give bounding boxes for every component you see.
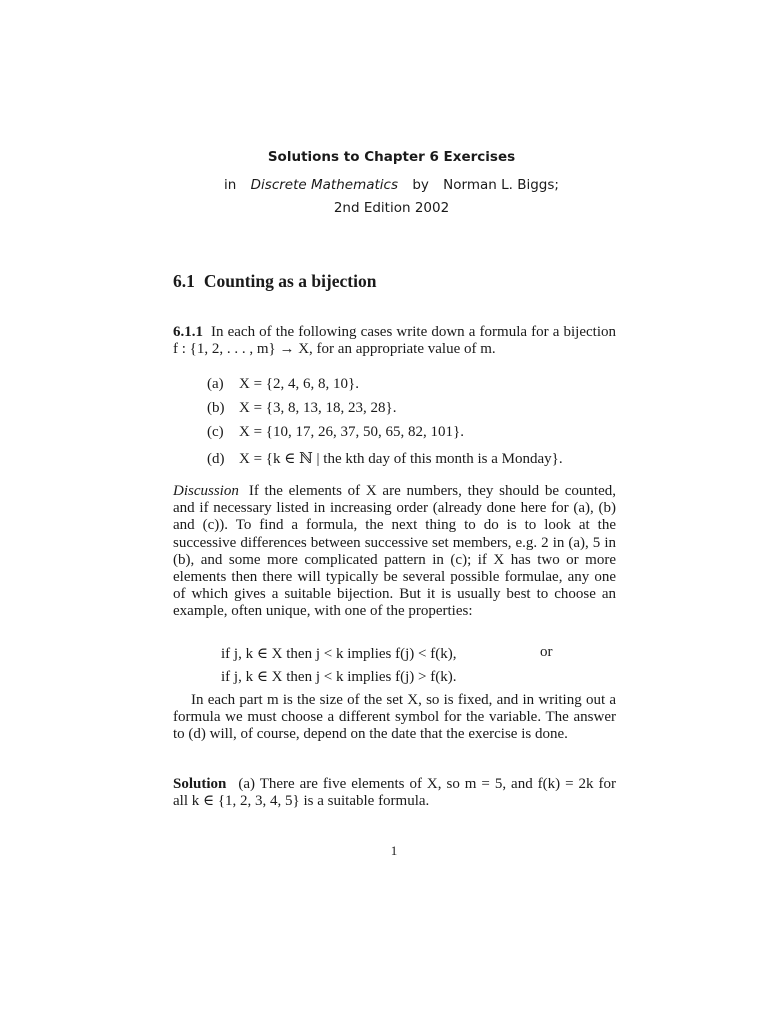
byline-by: by [412, 177, 429, 193]
section-title: Counting as a bijection [203, 271, 377, 291]
item-label: (d) [207, 451, 225, 467]
byline [0, 177, 768, 193]
author-name: Norman L. Biggs; [443, 177, 559, 193]
condition-or: or [540, 644, 553, 660]
document-title: Solutions to Chapter 6 Exercises [267, 149, 516, 165]
exercise-text: In each of the following cases write down a formula for a bijection f : {1, 2, . . . , m} → X, for an appropriate value of m. [173, 324, 616, 358]
condition-decreasing: if j, k ∈ X then j < k implies f(j) > f(k). [221, 669, 457, 685]
item-label: (c) [207, 424, 224, 440]
discussion-paragraph [173, 483, 616, 621]
item-text: X = {3, 8, 13, 18, 23, 28}. [239, 400, 397, 416]
size-paragraph: In each part m is the size of the set X, so is fixed, and in writing out a formula we must choose a different symbol for the variable. The answer to (d) will, of course, depend on the date that the exercise is done. [173, 692, 616, 743]
solution-text: (a) There are five elements of X, so m = 5, and f(k) = 2k for all k ∈ {1, 2, 3, 4, 5} is a suitable formula. [173, 776, 616, 810]
discussion-label: Discussion [173, 483, 239, 499]
item-text: X = {k ∈ ℕ | the kth day of this month is a Monday}. [239, 451, 563, 467]
item-text: X = {10, 17, 26, 37, 50, 65, 82, 101}. [239, 424, 464, 440]
item-label: (a) [207, 376, 224, 392]
solution-paragraph [173, 776, 616, 810]
page-number: 1 [390, 843, 398, 858]
exercise-number: 6.1.1 [173, 324, 203, 340]
exercise-statement [173, 324, 616, 358]
book-title: Discrete Mathematics [250, 177, 399, 193]
solution-label: Solution [173, 776, 227, 792]
byline-in: in [224, 177, 237, 193]
condition-increasing: if j, k ∈ X then j < k implies f(j) < f(k), [221, 646, 457, 662]
section-number: 6.1 [173, 271, 195, 291]
discussion-text: If the elements of X are numbers, they should be counted, and if necessary listed in increasing order (already done here for (a), (b) and (c)). To find a formula, the next thing to do is to look at the successive differences between successive set members, e.g. 2 in (a), 5 in (b), and some more complicated pattern in (c); if X has two or more elements then there will typically be several possible formulae, any one of which gives a suitable bijection. But it is usually best to choose an example, often unique, with one of the properties: [173, 483, 616, 620]
exercise-item [207, 449, 563, 468]
item-label: (b) [207, 400, 225, 416]
edition: 2nd Edition 2002 [333, 200, 450, 216]
item-text: X = {2, 4, 6, 8, 10}. [239, 376, 359, 392]
exercise-item [207, 400, 396, 417]
exercise-item [207, 424, 464, 441]
exercise-item [207, 376, 359, 393]
section-heading [173, 271, 376, 292]
